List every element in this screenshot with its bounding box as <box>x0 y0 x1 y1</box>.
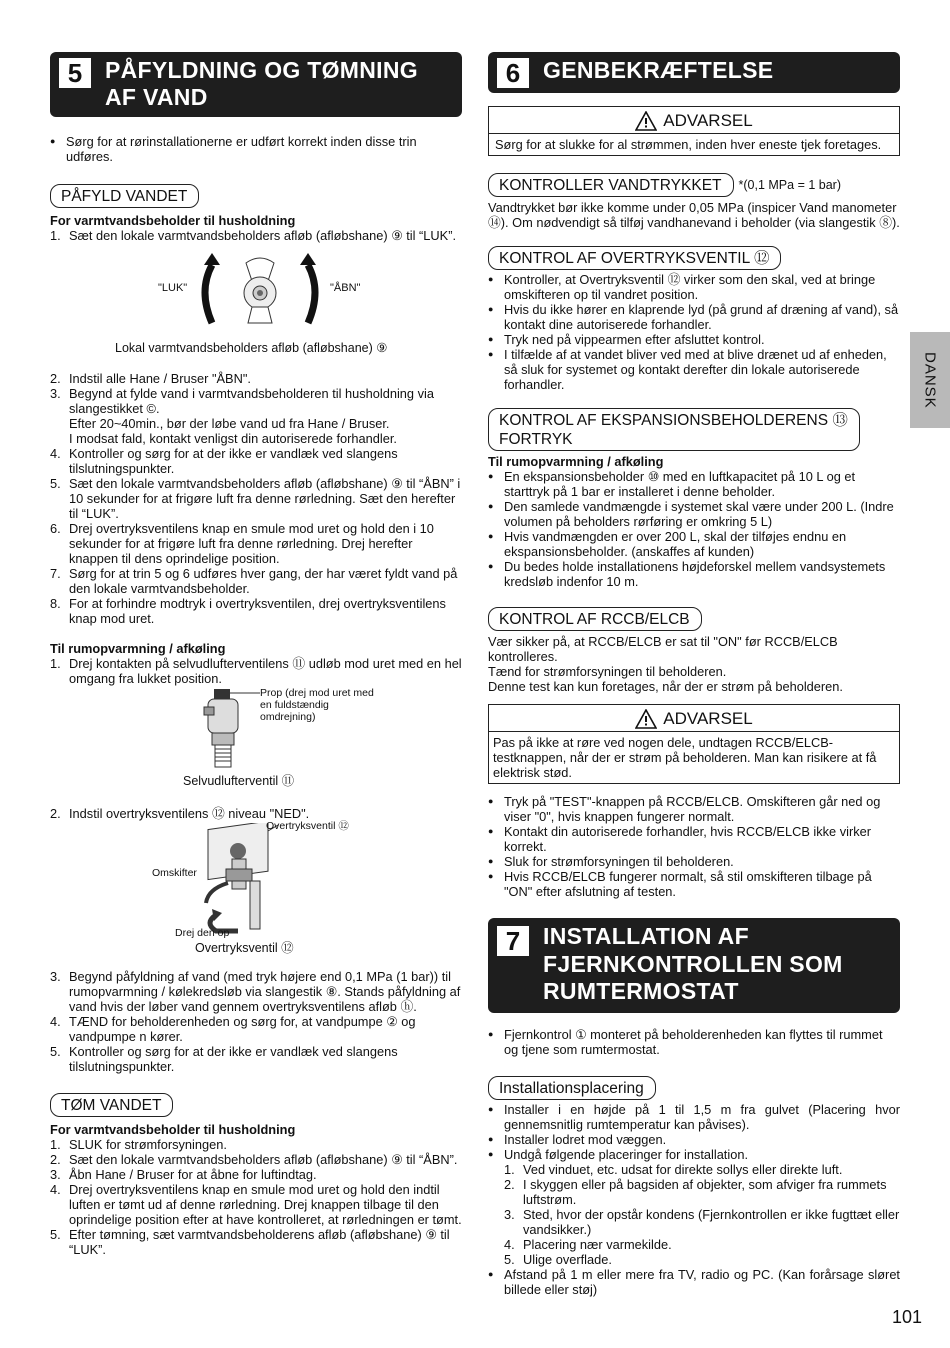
pressure-note: *(0,1 MPa = 1 bar) <box>738 177 841 192</box>
warning-icon <box>635 111 657 131</box>
section-6 <box>488 52 900 1297</box>
expansion-vessel-list <box>488 469 900 589</box>
section-title: INSTALLATION AF FJERNKONTROLLEN SOM RUMTERMOSTAT <box>543 923 843 1004</box>
list-item: ● Afstand på 1 m eller mere fra TV, radio og PC. (Kan forårsage sløret billede eller støj) <box>488 1267 900 1297</box>
section-6-header <box>488 52 900 93</box>
warning-box <box>488 106 900 156</box>
drain-water-pill: TØM VANDET <box>50 1093 173 1117</box>
rccb-text: Vær sikker på, at RCCB/ELCB er sat til "ON" før RCCB/ELCB kontrolleres. Tænd for strømforsyningen til beholderen. Denne test kan kun foretages, når der er strøm på beholderen. <box>488 634 843 694</box>
list-item: 3. Åbn Hane / Bruser for at åbne for luftindtag. <box>50 1167 317 1182</box>
list-item: 8. For at forhindre modtryk i overtryksventilen, drej overtryksventilens knap mod uret. <box>50 596 446 626</box>
drain-steps-list <box>50 1137 462 1257</box>
room-heating-steps-list <box>50 969 462 1074</box>
list-item: 4. Kontroller og sørg for at der ikke er vandlæk ved slangens tilslutningspunkter. <box>50 446 398 476</box>
air-vent-valve-icon <box>200 689 262 775</box>
list-item: 4. Drej overtryksventilens knap en smule mod uret og hold den indtil luften er tømt ud af denne rørledning. Drej knappen tilbage til den oprindelige position efter at have kontrolleret, at rørledningen er tømt. <box>50 1182 462 1227</box>
list-item: ● Hvis du ikke hører en klaprende lyd (på grund af dræning af vand), så kontakt dine autoriserede forhandler. <box>488 302 900 332</box>
subheading: Til rumopvarmning / afkøling <box>50 641 226 656</box>
list-item: 6. Drej overtryksventilens knap en smule mod uret og hold den i 10 sekunder for at frigøre luft fra denne rørledning. Drej herefter knappen til dens oprindelige position. <box>50 521 434 566</box>
figure-caption: Lokal varmtvandsbeholders afløb (afløbshane) ⑨ <box>115 341 388 355</box>
list-item: ● I tilfælde af at vandet bliver ved med at blive drænet ud af enheden, så sluk for systemet og kontakt derefter din lokale autoriserede forhandler. <box>488 347 900 392</box>
list-item: 3. Sted, hvor der opstår kondens (Fjernkontrollen er ikke fugttæt eller vandsikker.) <box>504 1206 900 1237</box>
plug-note: Prop (drej mod uret med en fuldstændig omdrejning) <box>260 687 374 723</box>
relief-valve-list <box>488 272 900 392</box>
list-item: ● Den samlede vandmængde i systemet skal være under 200 L. (Indre volumen på beholders rørføring er omkring 5 L) <box>488 499 900 529</box>
warning-icon <box>635 709 657 729</box>
subheading: For varmtvandsbeholder til husholdning <box>50 1122 296 1137</box>
section-number: 5 <box>59 58 91 88</box>
list-item: ● Hvis vandmængden er over 200 L, skal der tilføjes endnu en ekspansionsbeholder. (anskaffes af kunden) <box>488 529 900 559</box>
warning-header <box>489 107 899 134</box>
intro-bullet: ● Sørg for at rørinstallationerne er udført korrekt inden disse trin udføres. <box>50 134 462 164</box>
section-number: 7 <box>497 926 529 956</box>
fill-steps-list <box>50 371 462 626</box>
warning-title: ADVARSEL <box>663 111 753 130</box>
list-item: 5. Sæt den lokale varmtvandsbeholders afløb (afløbshane) ⑨ til “ÅBN” i 10 sekunder for at frigøre luft fra denne rørledning. Sæt den herefter til “LUK”. <box>50 476 461 521</box>
warning-box <box>488 704 900 784</box>
list-item: 1. SLUK for strømforsyningen. <box>50 1137 227 1152</box>
list-item: 5. Efter tømning, sæt varmtvandsbeholderens afløb (afløbshane) ⑨ til “LUK”. <box>50 1227 450 1257</box>
drain-valve-icon <box>190 251 330 331</box>
list-item: ● Sluk for strømforsyningen til beholderen. <box>488 854 900 869</box>
list-item: 1. Ved vinduet, etc. udsat for direkte sollys eller direkte luft. <box>504 1161 843 1177</box>
page-number: 101 <box>891 1307 922 1327</box>
list-item: ● Installer lodret mod væggen. <box>488 1132 900 1147</box>
install-location-pill: Installationsplacering <box>488 1076 656 1100</box>
list-item: 5. Ulige overflade. <box>504 1251 612 1267</box>
warning-title: ADVARSEL <box>663 709 753 728</box>
list-item: ● Tryk på "TEST"-knappen på RCCB/ELCB. Omskifteren går ned og viser "0", hvis knappen fungerer normalt. <box>488 794 900 824</box>
list-item: 4. TÆND for beholderenheden og sørg for, at vandpumpe ② og vandpumpe n kører. <box>50 1014 416 1044</box>
list-item: 2. Indstil alle Hane / Bruser "ÅBN". <box>50 371 251 386</box>
warning-header <box>489 705 899 732</box>
list-item: ● Kontakt din autoriserede forhandler, hvis RCCB/ELCB ikke virker korrekt. <box>488 824 900 854</box>
warning-text: Pas på ikke at røre ved nogen dele, undtagen RCCB/ELCB-testknappen, når der er strøm på beholderen. Man kan risikere at få elektrisk stød. <box>493 735 877 780</box>
list-item: 7. Sørg for at trin 5 og 6 udføres hver gang, der har været fyldt vand på den lokale varmtvandsbeholder. <box>50 566 458 596</box>
list-item: ● Tryk ned på vippearmen efter afsluttet kontrol. <box>488 332 900 347</box>
turn-up-label: Drej den op <box>175 927 230 939</box>
list-item: ● Du bedes holde installationens højdeforskel mellem vandsystemets kredsløb indenfor 10 m. <box>488 559 900 589</box>
pressure-relief-figure <box>50 820 462 956</box>
check-pressure-pill: KONTROLLER VANDTRYKKET <box>488 173 734 197</box>
pressure-text: Vandtrykket bør ikke komme under 0,05 MPa (inspicer Vand manometer ⑭). Om nødvendigt så tilføj vandhanevand i beholder (via slangestik ⑧). <box>488 200 900 230</box>
list-item: 2. Sæt den lokale varmtvandsbeholders afløb (afløbshane) ⑨ til “ÅBN”. <box>50 1152 458 1167</box>
list-item: ● Installer i en højde på 1 til 1,5 m fra gulvet (Placering hvor gennemsnitlig rumtemperatur kan påvises). <box>488 1102 900 1132</box>
list-item: 4. Placering nær varmekilde. <box>504 1236 672 1252</box>
drain-valve-figure <box>50 251 462 371</box>
section-5 <box>50 52 462 1257</box>
list-item: 5. Kontroller og sørg for at der ikke er vandlæk ved slangens tilslutningspunkter. <box>50 1044 398 1074</box>
avoid-list <box>488 1162 900 1267</box>
section-7-header <box>488 918 900 1013</box>
list-item: 2. I skyggen eller på bagsiden af objekter, som afviger fra rummets luftstrøm. <box>504 1176 887 1207</box>
section-number: 6 <box>497 58 529 88</box>
section-5-header <box>50 52 462 117</box>
list-item: 3. Begynd påfyldning af vand (med tryk højere end 0,1 MPa (1 bar)) til rumopvarmning / kølekredsløb via slangestik ⑧. Stands påfyldning af vand hvis der løber vand gennem overtryksventilens afløb ⓗ. <box>50 969 461 1014</box>
rccb-pill: KONTROL AF RCCB/ELCB <box>488 607 702 631</box>
expansion-vessel-pill: KONTROL AF EKSPANSIONSBEHOLDERENS ⑬ FORTRYK <box>488 408 860 451</box>
valve-label: Overtryksventil ⑫ <box>266 820 349 832</box>
list-item: 3. Begynd at fylde vand i varmtvandsbeholderen til husholdning via slangestikket ©. Efter 20~40min., bør der løbe vand ud fra Hane / Bruser. I modsat fald, kontakt venligst din autoriserede forhandler. <box>50 386 434 446</box>
air-vent-figure <box>50 687 462 790</box>
list-item: ● Undgå følgende placeringer for installation. <box>488 1147 900 1162</box>
rccb-list <box>488 794 900 899</box>
language-tab: DANSK <box>910 332 950 428</box>
section-title: GENBEKRÆFTELSE <box>543 57 774 83</box>
relief-valve-pill: KONTROL AF OVERTRYKSVENTIL ⑫ <box>488 246 781 270</box>
subheading: Til rumopvarmning / afkøling <box>488 454 664 469</box>
abn-label: "ÅBN" <box>330 282 361 294</box>
fill-water-pill: PÅFYLD VANDET <box>50 184 199 208</box>
list-item: ● Kontroller, at Overtryksventil ⑫ virker som den skal, ved at bringe omskifteren op til vandret position. <box>488 272 900 302</box>
list-item: 2. Indstil overtryksventilens ⑫ niveau "NED". <box>50 806 310 821</box>
subheading: For varmtvandsbeholder til husholdning <box>50 213 296 228</box>
switch-label: Omskifter <box>152 867 197 879</box>
intro-bullet: ● Fjernkontrol ① monteret på beholderenheden kan flyttes til rummet og tjene som rumtermostat. <box>488 1027 900 1057</box>
pressure-relief-valve-icon <box>198 823 278 935</box>
list-item: ● En ekspansionsbeholder ⑩ med en luftkapacitet på 10 L og et starttryk på 1 bar er installeret i denne beholder. <box>488 469 900 499</box>
list-item: 1. Drej kontakten på selvudlufterventilens ⑪ udløb mod uret med en hel omgang fra lukket position. <box>50 656 462 686</box>
luk-label: "LUK" <box>158 282 188 294</box>
section-title: PÅFYLDNING OG TØMNING AF VAND <box>105 57 418 110</box>
warning-text: Sørg for at slukke for al strømmen, inden hver eneste tjek foretages. <box>495 137 882 152</box>
figure-caption: Selvudlufterventil ⑪ <box>183 774 295 788</box>
list-item: ● Hvis RCCB/ELCB fungerer normalt, så stil omskifteren tilbage på "ON" efter afslutning af testen. <box>488 869 900 899</box>
figure-caption: Overtryksventil ⑫ <box>195 941 294 955</box>
list-item: 1. Sæt den lokale varmtvandsbeholders afløb (afløbshane) ⑨ til “LUK”. <box>50 228 457 243</box>
